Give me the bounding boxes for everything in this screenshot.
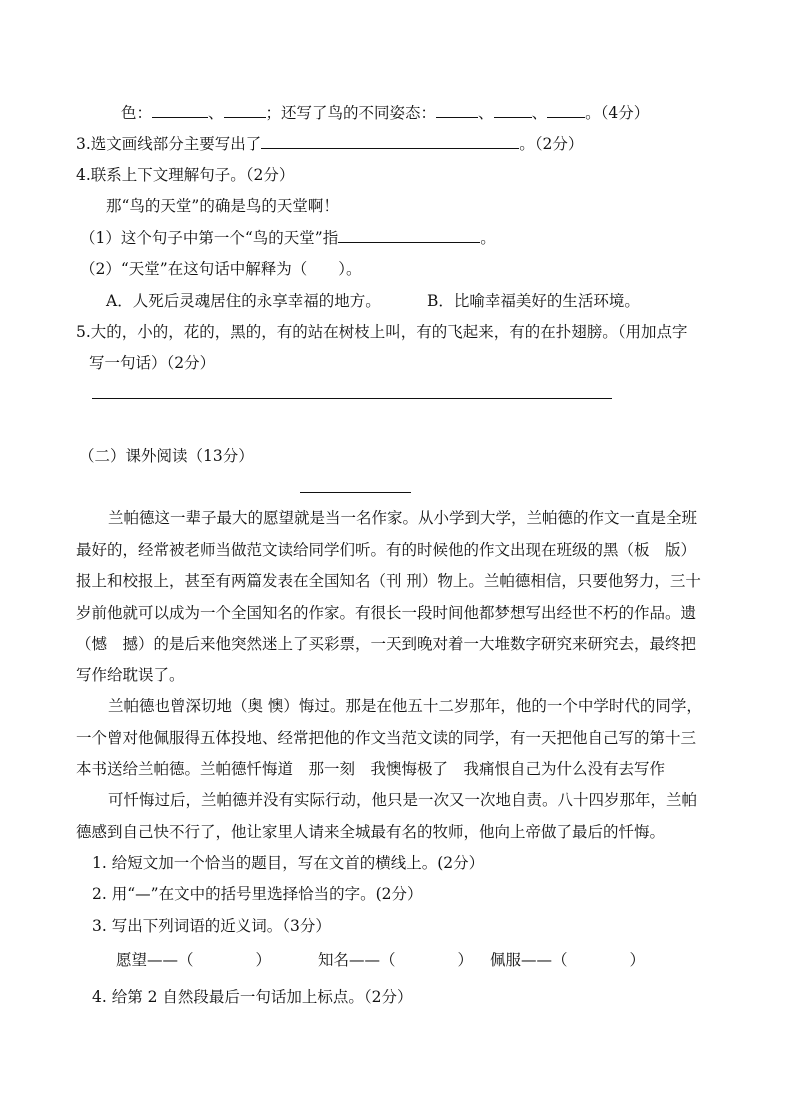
question-3: [76, 134, 583, 154]
para1-line5: （憾 撼）的是后来他突然迷上了买彩票，一天到晚对着一大堆数字研究来研究去，最终把: [76, 635, 697, 653]
para1-line6: 写作给耽误了。: [76, 666, 185, 684]
answer-line[interactable]: [92, 398, 612, 399]
text: 、: [478, 104, 494, 122]
question-2: 2. 用“—”在文中的括号里选择恰当的字。(2分）: [92, 885, 423, 903]
text: 。（4分）: [585, 104, 650, 122]
answer-blank[interactable]: [224, 103, 266, 118]
text: 。: [480, 229, 496, 247]
answer-blank[interactable]: [436, 103, 478, 118]
text: 、: [208, 104, 224, 122]
para1-line1: 兰帕德这一辈子最大的愿望就是当一名作家。从小学到大学，兰帕德的作文一直是全班: [108, 509, 698, 527]
question-1: 1. 给短文加一个恰当的题目，写在文首的横线上。(2分）: [92, 854, 485, 872]
para3-line2: 德感到自己快不行了，他让家里人请来全城最有名的牧师，他向上帝做了最后的忏悔。: [76, 823, 666, 841]
text: ；还写了鸟的不同姿态：: [265, 104, 437, 122]
question-4b: 4. 给第 2 自然段最后一句话加上标点。（2分）: [92, 988, 413, 1006]
text: 3.选文画线部分主要写出了: [76, 135, 262, 153]
question-5-line1: 5.大的，小的，花的，黑的，有的站在树枝上叫，有的飞起来，有的在扑翅膀。（用加点字: [76, 323, 688, 341]
text: （1）这个句子中第一个“鸟的天堂”指: [80, 229, 339, 247]
text: 色：: [121, 104, 153, 122]
text: 。（2分）: [519, 135, 584, 153]
text: 、: [531, 104, 548, 122]
answer-blank[interactable]: [261, 134, 519, 149]
para2-line2: 一个曾对他佩服得五体投地、经常把他的作文当范文读的同学，有一天把他自己写的第十三: [76, 729, 697, 747]
q2-continuation: [121, 103, 649, 123]
para3-line1: 可忏悔过后，兰帕德并没有实际行动，他只是一次又一次地自责。八十四岁那年，兰帕: [108, 791, 698, 809]
question-5-line2: 写一句话）（2分）: [89, 354, 216, 372]
answer-blank[interactable]: [338, 228, 480, 243]
question-4-quote: 那“鸟的天堂”的确是鸟的天堂啊！: [106, 197, 339, 215]
answer-blank[interactable]: [494, 103, 532, 118]
para1-line2: 最好的，经常被老师当做范文读给同学们听。有的时候他的作文出现在班级的黑（板 版）: [76, 541, 697, 559]
para1-line3: 报上和校报上，甚至有两篇发表在全国知名（刊 刑）物上。兰帕德相信，只要他努力，三十: [76, 572, 701, 590]
question-3b: 3. 写出下列词语的近义词。（3分）: [92, 917, 331, 935]
para1-line4: 岁前他就可以成为一个全国知名的作家。有很长一段时间他都梦想写出经世不朽的作品。遗: [76, 604, 697, 622]
title-blank-line[interactable]: [300, 492, 411, 493]
option-b: B．比喻幸福美好的生活环境。: [427, 292, 640, 310]
answer-blank[interactable]: [152, 103, 208, 118]
synonym-item-3[interactable]: 佩服——（ ）: [490, 951, 646, 969]
option-a: A．人死后灵魂居住的永享幸福的地方。: [106, 292, 381, 310]
answer-blank[interactable]: [547, 103, 585, 118]
question-4-sub1: [80, 228, 496, 248]
para2-line1: 兰帕德也曾深切地（奥 懊）悔过。那是在他五十二岁那年，他的一个中学时代的同学，: [108, 697, 702, 715]
synonym-item-2[interactable]: 知名——（ ）: [318, 951, 474, 969]
section-heading: （二）课外阅读（13分）: [79, 447, 254, 465]
para2-line3: 本书送给兰帕德。兰帕德忏悔道 那一刻 我懊悔极了 我痛恨自己为什么没有去写作: [76, 760, 666, 778]
synonym-item-1[interactable]: 愿望——（ ）: [116, 951, 272, 969]
question-4-title: 4.联系上下文理解句子。（2分）: [76, 166, 295, 184]
question-4-sub2: （2）“天堂”在这句话中解释为（ ）。: [80, 260, 362, 278]
